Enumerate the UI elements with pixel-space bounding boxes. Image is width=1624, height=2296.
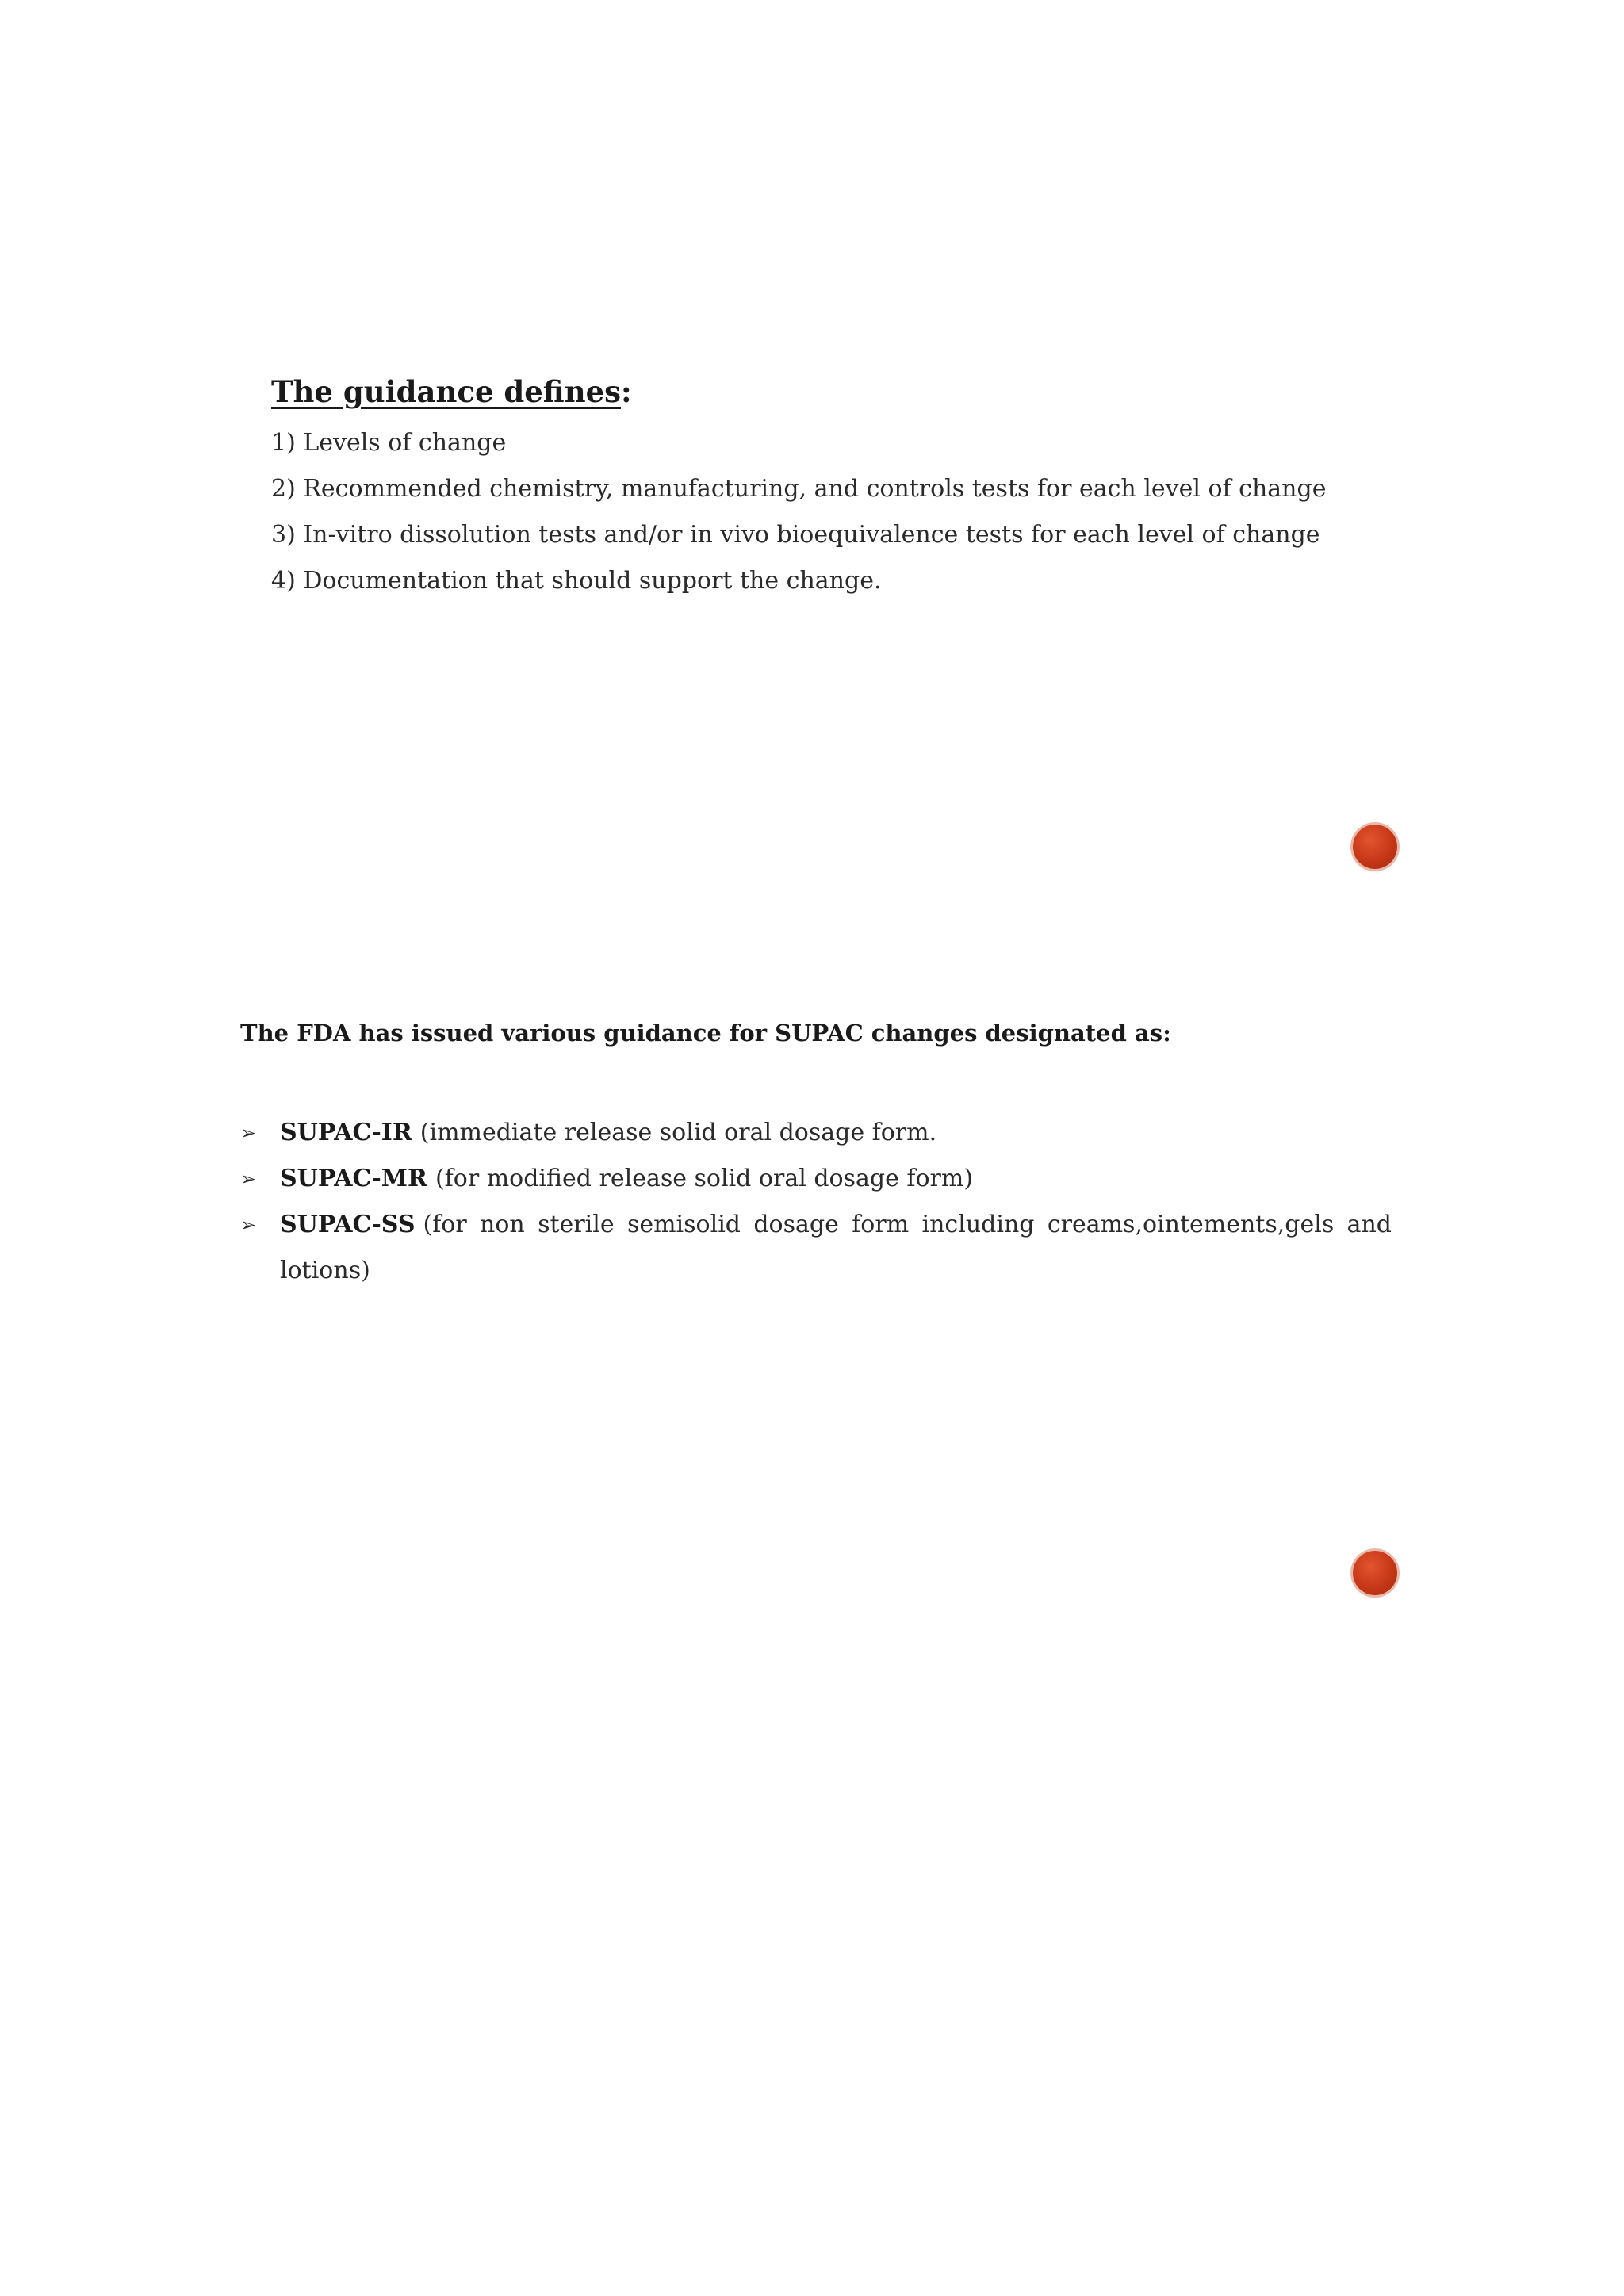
guidance-heading-underlined: The guidance defines	[271, 374, 621, 409]
fda-heading: The FDA has issued various guidance for SUPAC changes designated as:	[240, 1020, 1171, 1047]
supac-item-ir	[240, 1110, 1392, 1156]
slide-marker-dot	[1353, 1551, 1397, 1595]
supac-term: SUPAC-MR	[280, 1165, 427, 1192]
slide-2	[0, 1020, 1624, 2296]
guidance-heading	[271, 374, 632, 409]
guidance-item: 1) Levels of change	[271, 429, 507, 457]
arrow-bullet-icon: ➢	[240, 1168, 257, 1190]
guidance-item: 2) Recommended chemistry, manufacturing, and controls tests for each level of change	[271, 475, 1327, 503]
guidance-heading-colon: :	[620, 374, 632, 409]
supac-desc: (for non sterile semisolid dosage form including creams,ointements,gels and lotions)	[280, 1211, 1392, 1284]
arrow-bullet-icon: ➢	[240, 1214, 257, 1236]
slide-marker-dot	[1353, 825, 1397, 869]
supac-desc: (immediate release solid oral dosage form.	[419, 1119, 937, 1146]
guidance-item: 4) Documentation that should support the change.	[271, 567, 882, 595]
arrow-bullet-icon: ➢	[240, 1122, 257, 1144]
supac-term: SUPAC-SS	[280, 1211, 416, 1238]
supac-list	[240, 1110, 1392, 1294]
guidance-item: 3) In-vitro dissolution tests and/or in vivo bioequivalence tests for each level of change	[271, 521, 1320, 549]
supac-term: SUPAC-IR	[280, 1119, 412, 1146]
guidance-list	[271, 425, 1326, 609]
supac-item-mr	[240, 1156, 1392, 1202]
supac-item-ss	[240, 1202, 1392, 1294]
supac-desc: (for modified release solid oral dosage form)	[435, 1165, 974, 1192]
